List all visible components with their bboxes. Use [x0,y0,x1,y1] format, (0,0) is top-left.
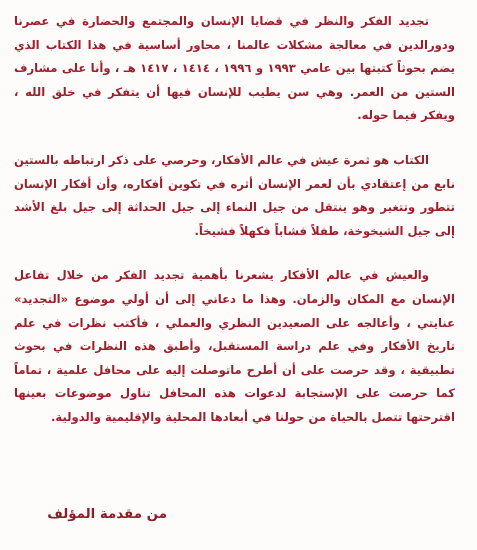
paragraph-3: والعيش في عالم الأفكار يشعرنا بأهمية تجديد الفكر من خلال تفاعل الإنسان مع المكان والزمان. وهذا ما دعاني إلى أن أولي موضوع «التجديد» عنايتي ، وأعالجه على الصعيدين النظري والعملي ، فأكتب نظرات في علم تاريخ الأفكار وفي علم دراسة المستقبل، وأطبق هذه النظرات في بحوث تطبيقية ، وقد حرصت على أن أطرح ماتوصلت إليه على محافل علمية ، تماماً كما حرصت على الإستجابة لدعوات هذه المحافل تناول موضوعات بعينها اقترحتها تتصل بالحياة من حولنا في أبعادها المحلية والإقليمية والدولية. [14,268,455,424]
paragraph-2: الكتاب هو ثمرة عيش في عالم الأفكار، وحرصي على ذكر ارتباطه بالستين نابع من إعتقادي بأن لعمر الإنسان أثره في تكوين أفكاره، وأن أفكار الإنسان تتطور وتتغير وهو ينتقل من جيل النماء إلى جيل الحداثة إلى جيل بلغ الأشد إلى جيل الشيخوخة، طفلاً فشاباً فكهلاً فشيخاً. [14,152,455,238]
attribution: من مقدمة المؤلف [47,507,167,522]
paragraph-1: تجديد الفكر والنظر في قضايا الإنسان والمجتمع والحضارة في عصرنا ودورالدين في معالجة مشكلات عالمنا ، محاور أساسية في هذا الكتاب الذي يضم بحوثاً كتبتها بين عامي ١٩٩٣ و ١٩٩٦ ، ١٤١٤ ، ١٤١٧ هـ ، وأنا على مشارف الستين من العمر. وهي سن يطيب للإنسان فيها أن يتفكر في خلق الله ، ويفكر فيما حوله. [14,14,456,123]
